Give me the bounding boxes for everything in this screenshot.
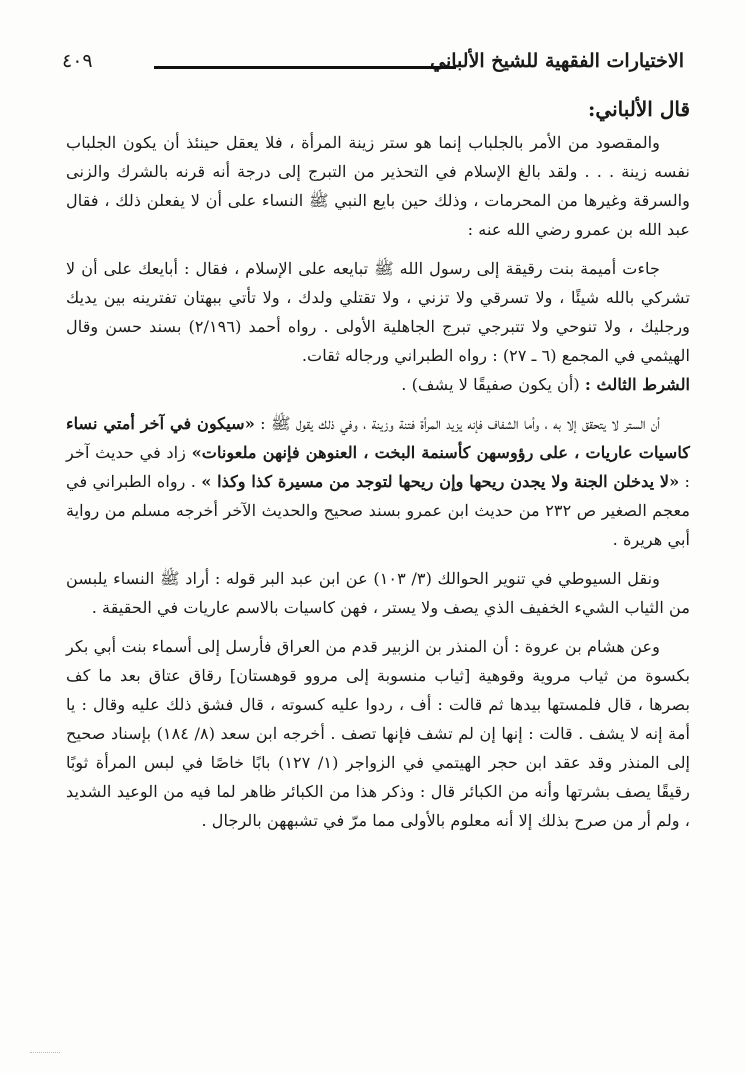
paragraph-4: ونقل السيوطي في تنوير الحوالك (٣/ ١٠٣) عن ابن عبد البر قوله : أراد ﷺ النساء يلبسن من الثياب الشيء الخفيف الذي يصف ولا يستر ، فهن كاسيات بالاسم عاريات في الحقيقة . — [66, 569, 690, 617]
page-body — [66, 92, 690, 835]
condition-label: الشرط الثالث : — [584, 375, 690, 394]
header-rule — [154, 66, 456, 69]
condition-text: (أن يكون صفيقًا لا يشف) . — [401, 375, 580, 394]
paragraph-2: جاءت أميمة بنت رقيقة إلى رسول الله ﷺ تبايعه على الإسلام ، فقال : أبايعك على أن لا تشركي بالله شيئًا ، ولا تسرقي ولا تزني ، ولا تقتلي ولدك ، ولا تأتي ببهتان تفترينه بين يديك ورجليك ، ولا تنوحي ولا تتبرجي تبرج الجاهلية الأولى . رواه أحمد (٢/١٩٦) بسند حسن وقال الهيثمي في المجمع (٦ ـ ٢٧) : رواه الطبراني ورجاله ثقات. — [66, 259, 690, 365]
section-heading: قال الألباني: — [588, 97, 690, 121]
page-header — [62, 44, 684, 84]
para3-start: أن الستر لا يتحقق إلا به ، وأما الشفاف فإنه يزيد المرأة فتنة وزينة ، وفي ذلك يقول ﷺ : — [254, 414, 661, 433]
para3-mid: زاد في حديث آخر : — [66, 443, 690, 491]
hadith-2: «لا يدخلن الجنة ولا يجدن ريحها وإن ريحها لتوجد من مسيرة كذا وكذا » — [201, 472, 680, 491]
hadith-1: «سيكون في آخر أمتي نساء كاسيات عاريات ، على رؤوسهن كأسنمة البخت ، العنوهن فإنهن ملعونات» — [66, 414, 690, 462]
paragraph-5: وعن هشام بن عروة : أن المنذر بن الزبير قدم من العراق فأرسل إلى أسماء بنت أبي بكر بكسوة من ثياب مروية وقوهية [ثياب منسوبة إلى مروو قوهستان] رقاق عتاق بعد ما كف بصرها ، قال فلمستها بيدها ثم قالت : أف ، ردوا عليه كسوته ، قال فشق ذلك عليه وقال : يا أمة إنه لا يشف . قالت : إنها إن لم تشف فإنها تصف . أخرجه ابن سعد (٨/ ١٨٤) بإسناد صحيح إلى المنذر وقد عقد ابن حجر الهيتمي في الزواجر (١/ ١٢٧) بابًا خاصًا في لبس المرأة ثوبًا رقيقًا يصف بشرتها وأنه من الكبائر قال : وذكر هذا من الكبائر ظاهر لما فيه من الوعيد الشديد ، ولم أر من صرح بذلك إلا أنه معلوم بالأولى مما مرّ في تشبههن بالرجال . — [66, 637, 690, 830]
condition-line — [66, 370, 690, 399]
paragraph-1: والمقصود من الأمر بالجلباب إنما هو ستر زينة المرأة ، فلا يعقل حينئذ أن يكون الجلباب نفسه زينة . . . ولقد بالغ الإسلام في التحذير من التبرج إلى درجة أنه قرنه بالشرك والزنى والسرقة وغيرها من المحرمات ، وذلك حين بايع النبي ﷺ النساء على أن لا يفعلن ذلك ، فقال عبد الله بن عمرو رضي الله عنه : — [66, 133, 690, 239]
page-number: ٤٠٩ — [62, 50, 93, 72]
paragraph-3 — [66, 409, 690, 554]
scan-mark — [30, 1052, 60, 1059]
para3-end: . رواه الطبراني في معجم الصغير ص ٢٣٢ من حديث ابن عمرو بسند صحيح والحديث الآخر أخرجه مسلم من رواية أبي هريرة . — [66, 472, 690, 549]
running-title: الاختيارات الفقهية للشيخ الألباني — [430, 50, 684, 72]
